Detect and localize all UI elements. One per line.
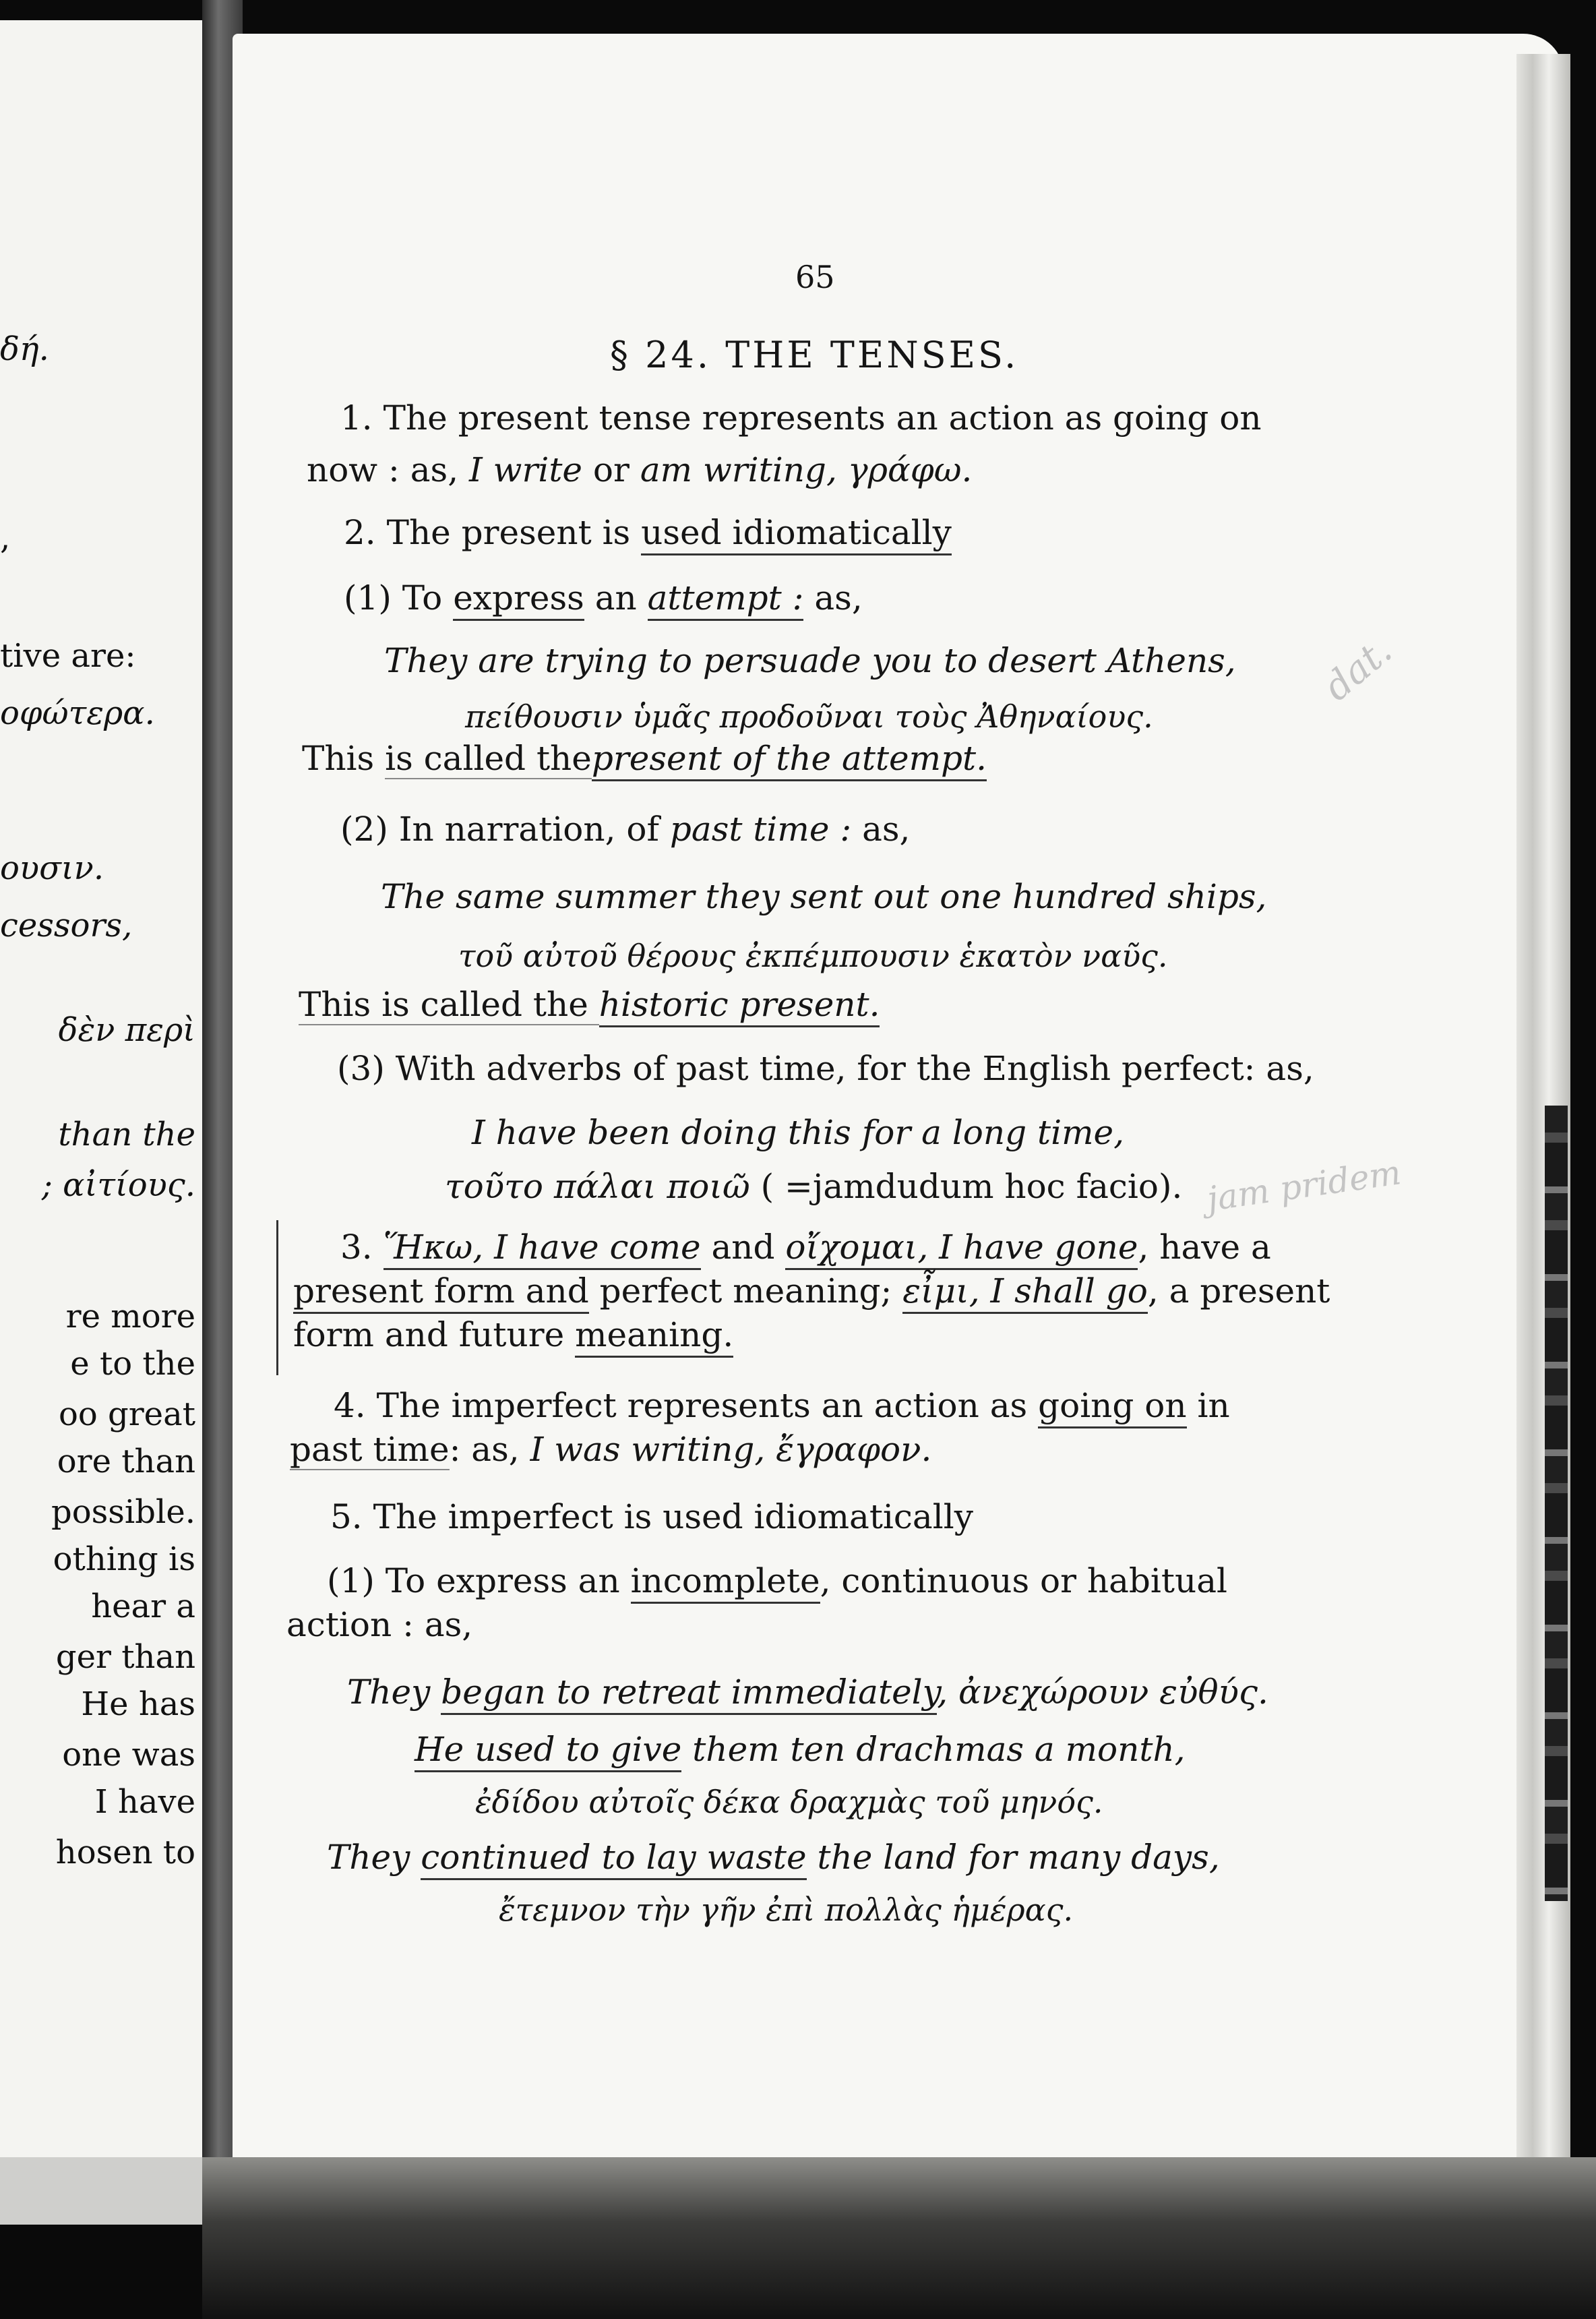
- underlined-text: continued to lay waste: [421, 1838, 806, 1880]
- page-number: 65: [795, 259, 835, 295]
- example-text: The same summer they sent out one hundred ships,: [381, 877, 1267, 916]
- text: the land for many days,: [806, 1838, 1220, 1877]
- section-4-line-2: [290, 1430, 932, 1469]
- section-5-1-line-2: action : as,: [286, 1605, 473, 1644]
- greek-text: πείθουσιν ὑμᾶς προδοῦναι τοὺς Ἀθηναίους.: [465, 698, 1153, 735]
- underlined-text: εἶμι, I shall go: [902, 1271, 1148, 1314]
- section-3-line-3: [293, 1315, 734, 1354]
- left-line: possible.: [51, 1493, 195, 1531]
- underlined-text: He used to give: [415, 1730, 681, 1772]
- text: in: [1186, 1386, 1230, 1425]
- book-cover-bottom: [202, 2157, 1596, 2319]
- text: , a present: [1147, 1271, 1330, 1311]
- text: I write: [469, 450, 583, 489]
- greek-text: , γράφω.: [826, 450, 973, 489]
- left-page-bottom: [0, 2157, 202, 2225]
- example-line: [327, 1838, 1220, 1877]
- margin-note: dat.: [1315, 628, 1401, 710]
- section-2-3-line: (3) With adverbs of past time, for the English perfect: as,: [337, 1049, 1314, 1088]
- left-line: cessors,: [0, 907, 133, 944]
- text: past time :: [669, 810, 852, 849]
- left-line: He has: [81, 1685, 195, 1723]
- text: : as,: [449, 1430, 530, 1469]
- left-line: ουσιν.: [0, 849, 104, 887]
- text: 4. The imperfect represents an action as: [334, 1386, 1039, 1425]
- text: as,: [803, 578, 863, 618]
- section-1-line-2: [307, 450, 973, 489]
- text: past time: [290, 1430, 450, 1469]
- text: and: [700, 1228, 786, 1267]
- text: now : as,: [307, 450, 469, 489]
- left-line: οφώτερα.: [0, 694, 155, 732]
- example-line: [415, 1730, 1186, 1769]
- text: , have a: [1138, 1228, 1271, 1267]
- greek-text: τοῦτο πάλαι ποιῶ: [445, 1167, 750, 1206]
- left-line: ger than: [55, 1638, 195, 1676]
- greek-text: , ἔγραφον.: [754, 1430, 932, 1469]
- left-line: I have: [94, 1783, 195, 1821]
- left-line: than the: [58, 1116, 195, 1153]
- text: is called the: [385, 739, 592, 778]
- text: , continuous or habitual: [820, 1561, 1228, 1600]
- text: form and future: [293, 1315, 576, 1354]
- greek-text: τοῦ αὐτοῦ θέρους ἐκπέμπουσιν ἑκατὸν ναῦς.: [458, 938, 1168, 974]
- section-2-2-line: [340, 810, 911, 849]
- underlined-text: used idiomatically: [641, 513, 952, 555]
- text: They: [327, 1838, 421, 1877]
- greek-text: ἔτεμνον τὴν γῆν ἐπὶ πολλὰς ἡμέρας.: [499, 1892, 1074, 1928]
- example-line: [445, 1167, 1183, 1206]
- text: am writing: [640, 450, 826, 489]
- underlined-text: present form and: [293, 1271, 589, 1314]
- section-5-line: 5. The imperfect is used idiomatically: [330, 1497, 973, 1536]
- section-5-1-line-1: [327, 1561, 1228, 1600]
- section-1-line-1: 1. The present tense represents an action as going on: [340, 398, 1262, 438]
- definition-line: [299, 985, 880, 1024]
- section-2-line: [344, 513, 952, 552]
- section-3-line-2: [293, 1271, 1330, 1311]
- text: (1) To express an: [327, 1561, 631, 1600]
- underlined-text: οἴχομαι, I have gone: [785, 1228, 1138, 1270]
- underlined-text: meaning.: [575, 1315, 733, 1358]
- underlined-text: incomplete: [631, 1561, 820, 1604]
- underlined-text: Ἥκω, I have come: [383, 1228, 701, 1270]
- left-line: hosen to: [55, 1834, 195, 1871]
- text: them ten drachmas a month,: [681, 1730, 1186, 1769]
- margin-note: jam pridem: [1204, 1153, 1404, 1219]
- left-line: one was: [62, 1736, 195, 1774]
- text: an: [584, 578, 648, 618]
- text: as,: [851, 810, 911, 849]
- example-text: I have been doing this for a long time,: [472, 1113, 1124, 1152]
- text: 2. The present is: [344, 513, 642, 552]
- left-line: δὲν περὶ: [58, 1011, 195, 1049]
- section-3-line-1: [340, 1228, 1271, 1267]
- left-line: e to the: [70, 1345, 195, 1383]
- page-edge-marks: [1545, 1106, 1568, 1901]
- left-line: re more: [65, 1298, 195, 1335]
- left-line: tive are:: [0, 637, 136, 675]
- page-heading: § 24. THE TENSES.: [610, 334, 1019, 376]
- text: 3.: [340, 1228, 383, 1267]
- left-line: ,: [0, 519, 11, 557]
- left-line: ore than: [57, 1443, 195, 1480]
- example-text: They are trying to persuade you to desert Athens,: [384, 641, 1236, 680]
- left-line: ; αἰτίους.: [41, 1166, 195, 1204]
- text: This is called the: [299, 985, 599, 1024]
- text: perfect meaning;: [588, 1271, 903, 1311]
- underlined-text: going on: [1038, 1386, 1187, 1428]
- greek-text: , ἀνεχώρουν εὐθύς.: [937, 1673, 1268, 1712]
- underlined-text: attempt :: [648, 578, 804, 621]
- text: They: [347, 1673, 441, 1712]
- margin-bracket: [276, 1220, 285, 1375]
- section-4-line-1: [334, 1386, 1230, 1425]
- underlined-text: express: [453, 578, 584, 621]
- text: (2) In narration, of: [340, 810, 670, 849]
- text: (1) To: [344, 578, 454, 618]
- greek-text: ἐδίδου αὐτοῖς δέκα δραχμὰς τοῦ μηνός.: [475, 1784, 1103, 1820]
- left-line: δή.: [0, 330, 49, 368]
- definition-line: [302, 739, 987, 778]
- underlined-text: began to retreat immediately: [441, 1673, 937, 1715]
- text: This: [302, 739, 386, 778]
- text: I was writing: [530, 1430, 755, 1469]
- example-line: [347, 1673, 1268, 1712]
- left-line: othing is: [53, 1540, 195, 1578]
- term-text: present of the attempt.: [592, 739, 987, 781]
- section-2-1-line: [344, 578, 863, 618]
- left-line: hear a: [91, 1588, 195, 1625]
- latin-text: ( =jamdudum hoc facio).: [749, 1167, 1183, 1206]
- text: or: [582, 450, 640, 489]
- term-text: historic present.: [599, 985, 880, 1027]
- left-line: oo great: [58, 1395, 195, 1433]
